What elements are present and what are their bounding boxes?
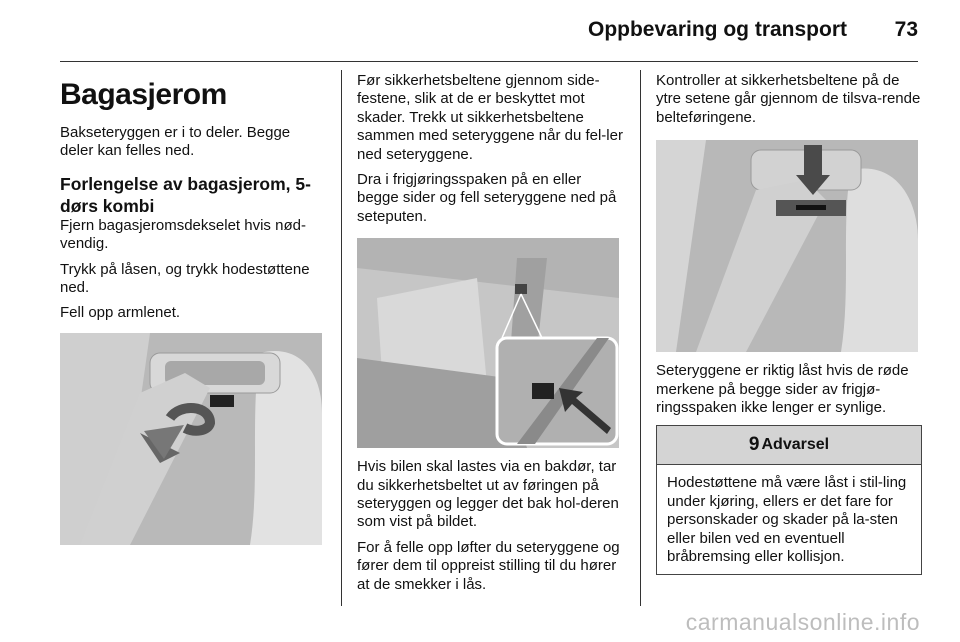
- page-number: 73: [894, 18, 918, 41]
- warning-body: [657, 465, 921, 574]
- watermark-text: carmanualsonline.info: [685, 609, 920, 635]
- belt-guide-illustration: [656, 140, 918, 352]
- paragraph: For å felle opp løfter du seteryggene og fører dem til oppreist stilling til du hører at de smekker i lås.: [357, 538, 620, 593]
- paragraph: Bakseteryggen er i to deler. Begge deler kan felles ned.: [60, 124, 291, 160]
- paragraph: Fjern bagasjeromsdekselet hvis nød-vendig.: [60, 216, 306, 253]
- seatbelt-holder-figure: [357, 238, 619, 448]
- warning-box: [656, 425, 922, 575]
- headrest-release-figure: [60, 333, 322, 545]
- header-rule: [60, 61, 918, 62]
- paragraph: Dra i frigjøringsspaken på en eller begge sider og fell seteryggene ned på seteputen.: [357, 171, 617, 225]
- warning-header: [657, 426, 921, 465]
- column-divider-1: [341, 70, 342, 606]
- section-heading: Bagasjerom: [60, 78, 227, 111]
- warning-title: Advarsel: [761, 436, 830, 454]
- seatback-illustration: [357, 238, 619, 448]
- subsection-heading: Forlengelse av bagasjerom, 5-dørs kombi: [60, 173, 311, 216]
- column-divider-2: [640, 70, 641, 606]
- headrest-illustration: [60, 333, 322, 545]
- paragraph: Seteryggene er riktig låst hvis de røde merkene på begge sider av frigjø-ringsspaken ikke lenger er synlige.: [656, 362, 909, 417]
- paragraph: Trykk på låsen, og trykk hodestøttene ned.: [60, 260, 310, 297]
- column-1: [60, 72, 325, 555]
- paragraph: Hvis bilen skal lastes via en bakdør, tar du sikkerhetsbeltet ut av føringen på seteryggen og legger det bak hol-deren som vist på bildet.: [357, 458, 619, 531]
- belt-guide-figure: [656, 140, 918, 352]
- paragraph: Fell opp armlenet.: [60, 304, 181, 322]
- column-3: [656, 72, 922, 575]
- warning-icon: 9: [748, 434, 760, 456]
- column-2: [357, 72, 625, 601]
- warning-text: Hodestøttene må være låst i stil-ling under kjøring, ellers er det fare for personskader og skader på la-sten eller bilen ved en eventuell bråbremsing eller kollisjon.: [667, 474, 907, 566]
- paragraph: Kontroller at sikkerhetsbeltene på de ytre setene går gjennom de tilsva-rende belteføringene.: [656, 72, 921, 126]
- running-header-title: Oppbevaring og transport: [587, 18, 847, 41]
- paragraph: Før sikkerhetsbeltene gjennom side-festene, slik at de er beskyttet mot skader. Trekk ut sikkerhetsbeltene sammen med seteryggene når du fel-ler ned seteryggene.: [357, 72, 623, 163]
